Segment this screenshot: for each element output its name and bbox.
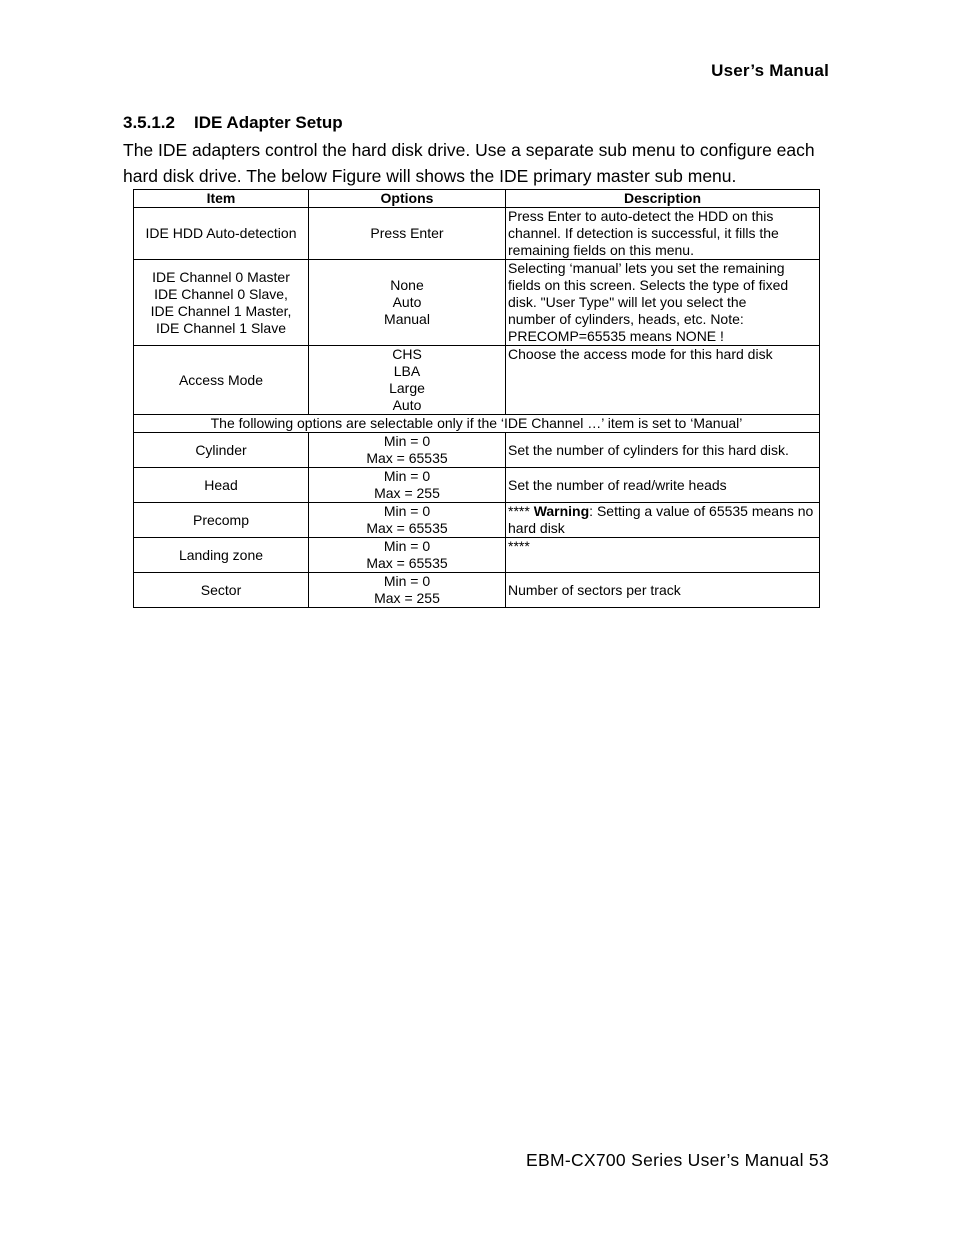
table-row bbox=[134, 208, 820, 260]
options-cell bbox=[309, 208, 506, 260]
option-text: Auto bbox=[392, 397, 422, 413]
page-footer: EBM-CX700 Series User’s Manual 53 bbox=[526, 1150, 829, 1170]
options-cell bbox=[309, 538, 506, 573]
options-cell bbox=[309, 503, 506, 538]
description-line: Selecting ‘manual’ lets you set the remaining bbox=[508, 260, 785, 276]
option-text: Max = 255 bbox=[374, 485, 440, 501]
warning-label: Warning bbox=[533, 503, 590, 519]
item-text: IDE Channel 1 Slave bbox=[156, 319, 286, 336]
item-text: IDE Channel 0 Slave, bbox=[154, 285, 288, 302]
header-options: Options bbox=[309, 190, 506, 208]
option-text: Max = 255 bbox=[374, 590, 440, 606]
description-prefix: **** bbox=[508, 503, 534, 519]
item-cell: Precomp bbox=[134, 503, 309, 538]
description-cell: **** bbox=[506, 538, 820, 573]
option-text: Min = 0 bbox=[383, 503, 431, 519]
option-text: Max = 65535 bbox=[366, 450, 448, 466]
description-line: remaining fields on this menu. bbox=[508, 242, 694, 258]
description-line: Choose the access mode for this hard disk bbox=[508, 346, 773, 362]
table-row bbox=[134, 503, 820, 538]
option-text: Min = 0 bbox=[383, 538, 431, 554]
item-cell: Sector bbox=[134, 573, 309, 608]
running-header: User’s Manual bbox=[711, 61, 829, 80]
ide-options-table bbox=[133, 189, 820, 608]
option-text: Manual bbox=[384, 311, 430, 327]
description-cell: Set the number of cylinders for this hard disk. bbox=[506, 433, 820, 468]
table-row bbox=[134, 573, 820, 608]
header-description: Description bbox=[506, 190, 820, 208]
option-text: Auto bbox=[392, 294, 422, 310]
header-item: Item bbox=[134, 190, 309, 208]
option-text: None bbox=[390, 277, 424, 293]
table-row bbox=[134, 346, 820, 415]
option-text: Min = 0 bbox=[383, 468, 431, 484]
option-text: Min = 0 bbox=[383, 573, 431, 589]
description-line: disk. "User Type" will let you select the bbox=[508, 294, 747, 310]
item-cell: Cylinder bbox=[134, 433, 309, 468]
description-line: PRECOMP=65535 means NONE ! bbox=[508, 328, 724, 344]
options-cell bbox=[309, 433, 506, 468]
description-cell bbox=[506, 346, 820, 415]
table-note-row bbox=[134, 415, 820, 433]
table-row bbox=[134, 433, 820, 468]
table-row bbox=[134, 260, 820, 346]
description-line: channel. If detection is successful, it fills the bbox=[508, 225, 779, 241]
option-text: Max = 65535 bbox=[366, 520, 448, 536]
intro-paragraph: The IDE adapters control the hard disk drive. Use a separate sub menu to configure each hard disk drive. The below Figure will shows the IDE primary master sub menu. bbox=[123, 140, 815, 186]
options-cell bbox=[309, 468, 506, 503]
section-heading bbox=[123, 113, 343, 133]
manual-note: The following options are selectable only if the ‘IDE Channel …’ item is set to ‘Manual’ bbox=[134, 415, 820, 433]
item-text: IDE HDD Auto-detection bbox=[145, 225, 297, 241]
description-line: fields on this screen. Selects the type of fixed bbox=[508, 277, 789, 293]
option-text: LBA bbox=[393, 363, 421, 379]
option-text: Press Enter bbox=[370, 225, 444, 241]
item-cell bbox=[134, 208, 309, 260]
description-cell: Set the number of read/write heads bbox=[506, 468, 820, 503]
description-line: Press Enter to auto-detect the HDD on this bbox=[508, 208, 774, 224]
table-row bbox=[134, 538, 820, 573]
description-suffix: : Setting a value of 65535 means no hard disk bbox=[508, 503, 814, 536]
table-row bbox=[134, 468, 820, 503]
section-number: 3.5.1.2 bbox=[123, 113, 175, 132]
item-text: IDE Channel 1 Master, bbox=[150, 302, 292, 319]
options-cell bbox=[309, 346, 506, 415]
item-text: IDE Channel 0 Master bbox=[152, 268, 290, 285]
table-header-row bbox=[134, 190, 820, 208]
description-cell bbox=[506, 503, 820, 538]
option-text: Large bbox=[389, 380, 425, 396]
option-text: Min = 0 bbox=[383, 433, 431, 449]
description-line: number of cylinders, heads, etc. Note: bbox=[508, 311, 744, 327]
description-cell bbox=[506, 208, 820, 260]
description-cell: Number of sectors per track bbox=[506, 573, 820, 608]
section-title: IDE Adapter Setup bbox=[194, 113, 343, 132]
item-cell bbox=[134, 346, 309, 415]
option-text: CHS bbox=[392, 346, 422, 362]
options-cell bbox=[309, 260, 506, 346]
item-cell: Landing zone bbox=[134, 538, 309, 573]
item-cell bbox=[134, 260, 309, 346]
item-cell: Head bbox=[134, 468, 309, 503]
item-text: Access Mode bbox=[178, 371, 264, 388]
option-text: Max = 65535 bbox=[366, 555, 448, 571]
description-cell bbox=[506, 260, 820, 346]
options-cell bbox=[309, 573, 506, 608]
